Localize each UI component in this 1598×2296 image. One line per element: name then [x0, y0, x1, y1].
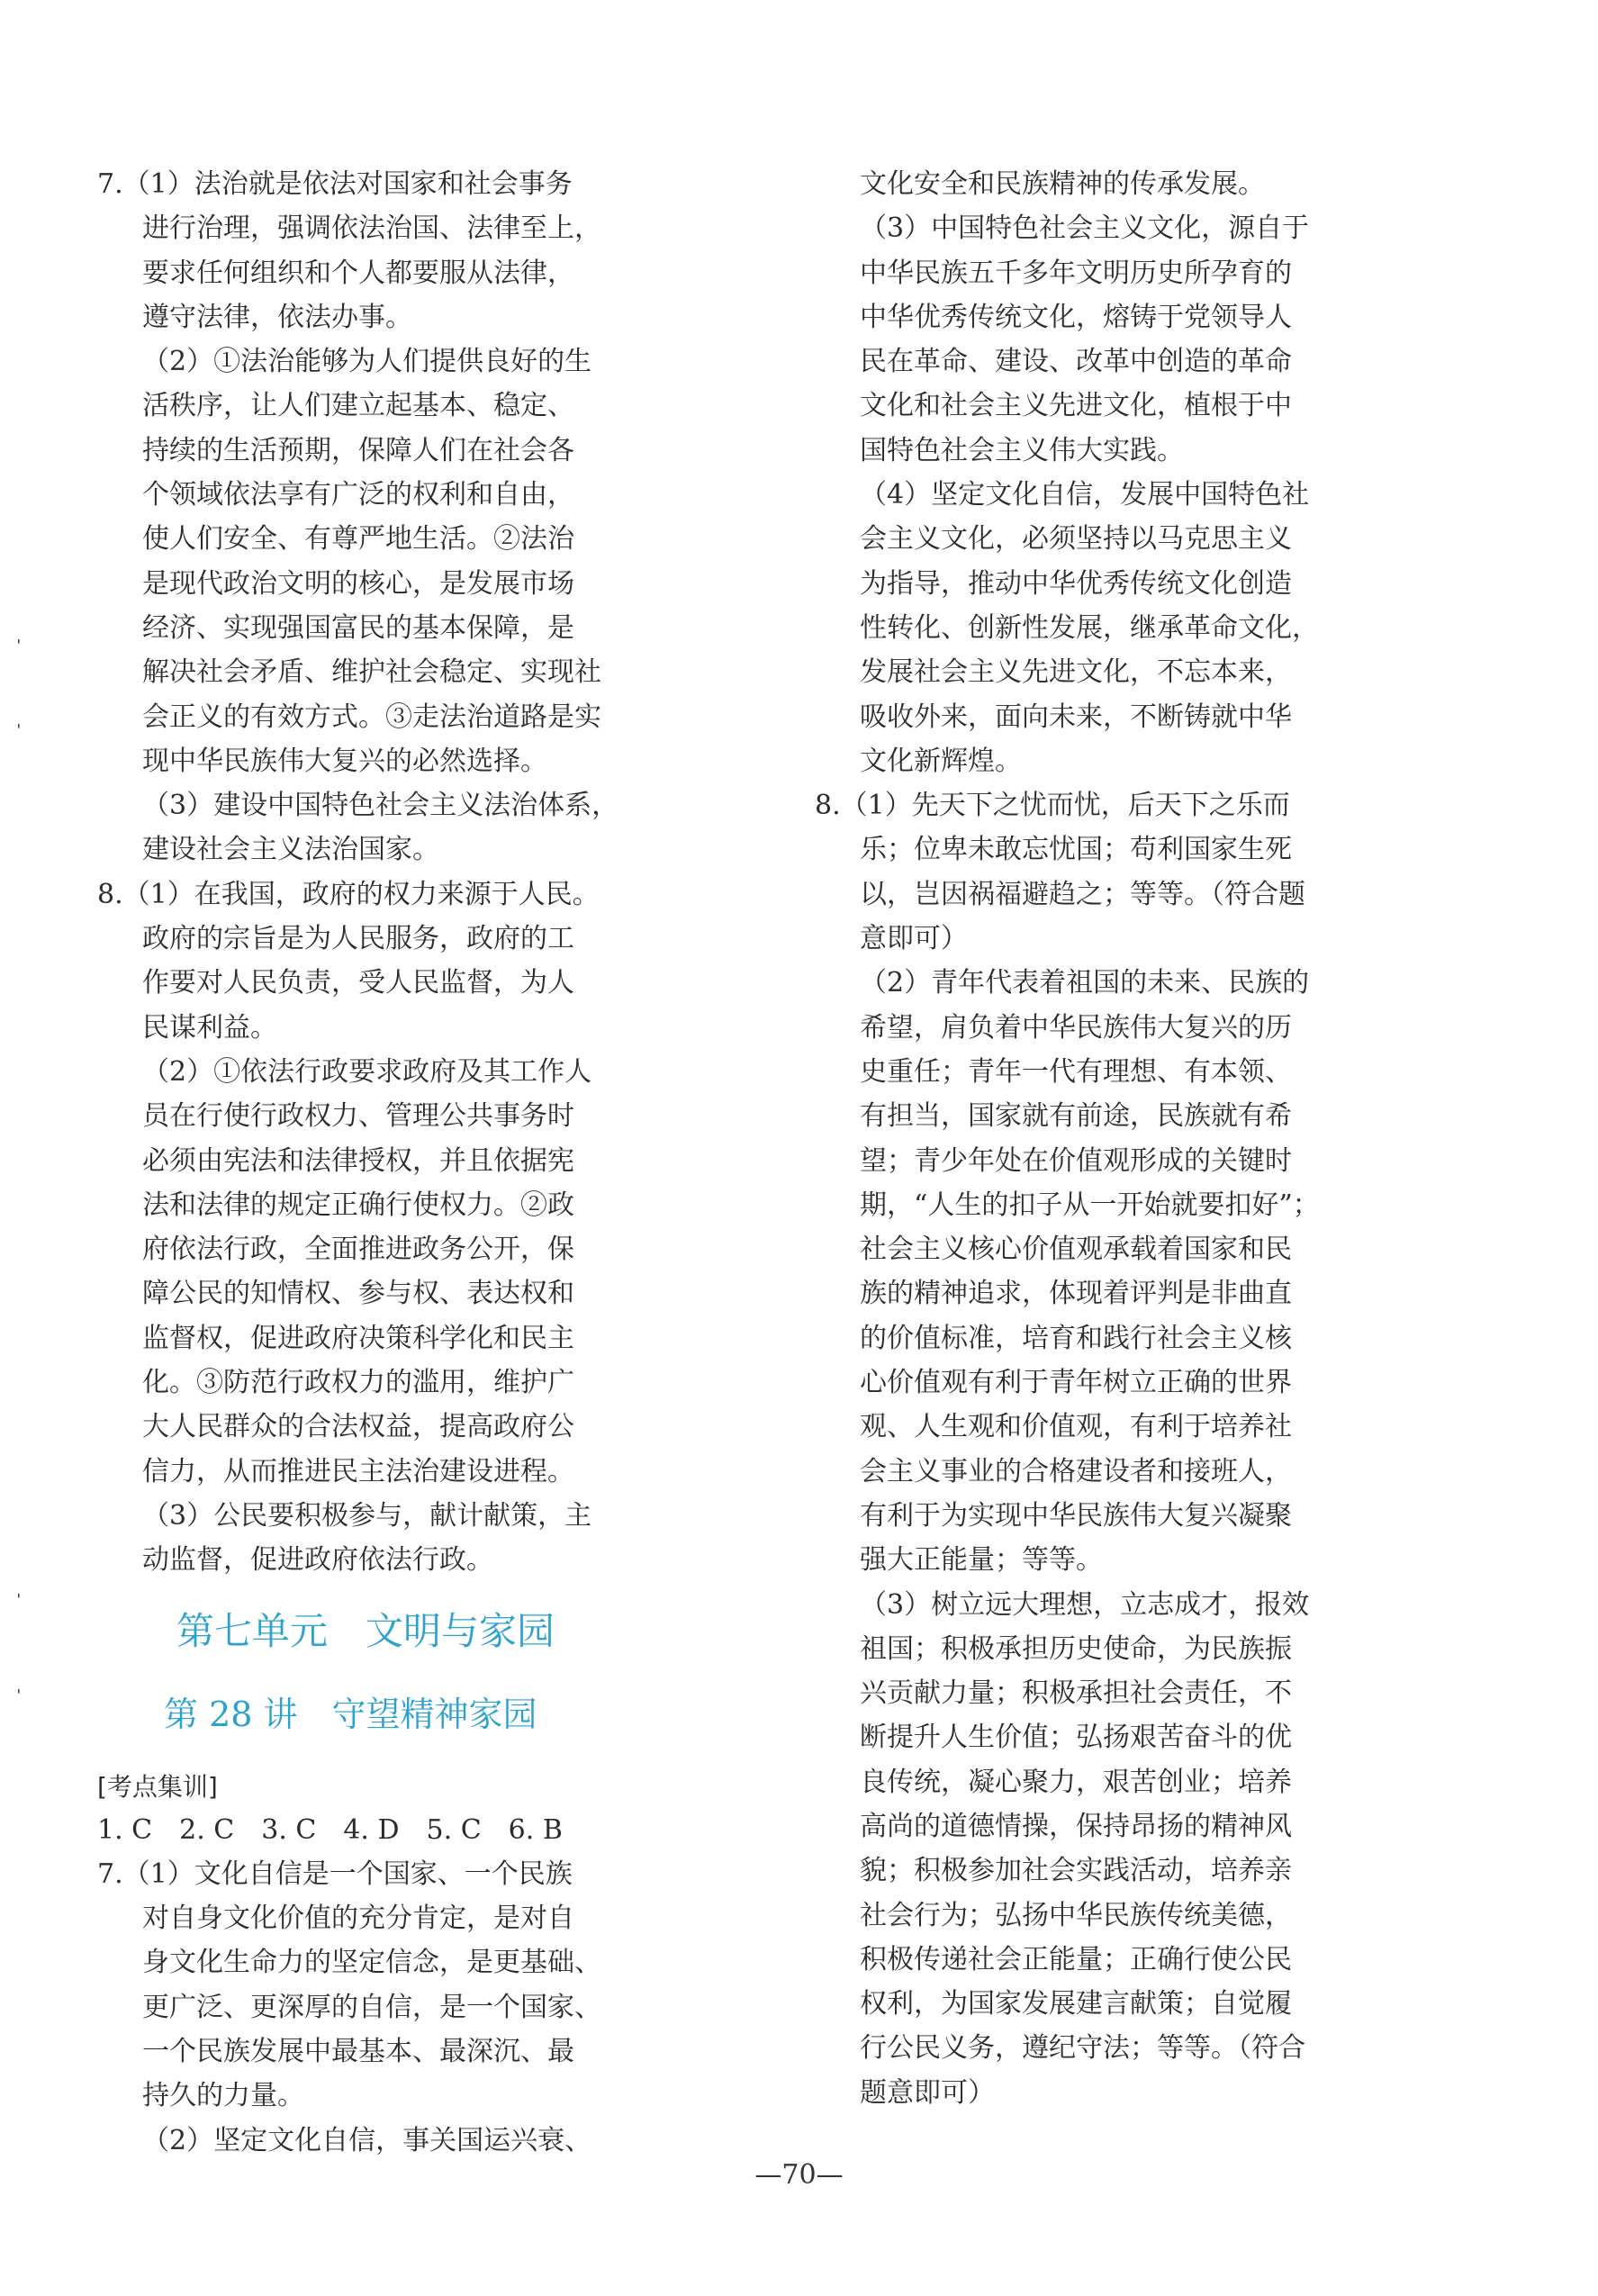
text-line: 是现代政治文明的核心，是发展市场 — [142, 567, 574, 600]
text-line: （3）建设中国特色社会主义法治体系， — [142, 790, 619, 822]
text-line: 意即可） — [860, 923, 968, 955]
q7b-part2-continued — [815, 162, 1377, 206]
text-line: 必须由宪法和法律授权，并且依据宪 — [142, 1144, 574, 1177]
text-line: 化。③防范行政权力的滥用，维护广 — [142, 1367, 574, 1399]
text-line: 员在行使行政权力、管理公共事务时 — [142, 1100, 574, 1133]
text-line: 性转化、创新性发展，继承革命文化， — [860, 611, 1319, 644]
text-line: （2）坚定文化自信，事关国运兴衰、 — [142, 2124, 592, 2156]
text-line: 解决社会矛盾、维护社会稳定、实现社 — [142, 656, 601, 689]
text-line: 现中华民族伟大复兴的必然选择。 — [142, 745, 547, 777]
text-line: 一个民族发展中最基本、最深沉、最 — [142, 2035, 574, 2067]
text-line: 大人民群众的合法权益，提高政府公 — [142, 1411, 574, 1443]
text-line: 文化和社会主义先进文化，植根于中 — [860, 390, 1292, 422]
text-line: 观、人生观和价值观，有利于培养社 — [860, 1411, 1292, 1443]
q7b-answer-block — [97, 1852, 664, 2163]
text-line: 为指导，推动中华优秀传统文化创造 — [860, 567, 1292, 600]
q7b-part4 — [815, 473, 1377, 783]
text-line: 动监督，促进政府依法行政。 — [142, 1544, 493, 1577]
text-line: 中华民族五千多年文明历史所孕育的 — [860, 257, 1292, 289]
text-line: 高尚的道德情操，保持昂扬的精神风 — [860, 1810, 1292, 1842]
margin-mark: ˈ — [16, 636, 22, 657]
text-line: 政府的宗旨是为人民服务，政府的工 — [142, 923, 574, 955]
margin-mark: ˈ — [16, 1590, 22, 1612]
text-line: 的价值标准，培育和践行社会主义核 — [860, 1322, 1292, 1354]
text-line: 身文化生命力的坚定信念，是更基础、 — [142, 1947, 601, 1979]
text-line: 会正义的有效方式。③走法治道路是实 — [142, 701, 601, 733]
left-column — [97, 162, 664, 2163]
text-line: 望；青少年处在价值观形成的关键时 — [860, 1144, 1292, 1177]
text-line: 中华优秀传统文化，熔铸于党领导人 — [860, 301, 1292, 333]
text-line: 期，“人生的扣子从一开始就要扣好”； — [860, 1189, 1320, 1221]
text-line: 题意即可） — [860, 2076, 995, 2109]
text-line: 强大正能量；等等。 — [860, 1544, 1103, 1577]
q7b-part1 — [97, 1852, 664, 2119]
text-line: （4）坚定文化自信，发展中国特色社 — [860, 479, 1310, 511]
q8b-part3 — [815, 1583, 1377, 2116]
text-line: 建设社会主义法治国家。 — [142, 834, 439, 866]
text-line: 貌；积极参加社会实践活动，培养亲 — [860, 1855, 1292, 1887]
q8-part1 — [97, 872, 664, 1050]
text-line: 会主义事业的合格建设者和接班人， — [860, 1455, 1292, 1487]
text-line: 族的精神追求，体现着评判是非曲直 — [860, 1278, 1292, 1310]
margin-mark: ˈ — [16, 720, 22, 742]
text-line: 有担当，国家就有前途，民族就有希 — [860, 1100, 1292, 1133]
text-line: 作要对人民负责，受人民监督，为人 — [142, 967, 574, 999]
text-line: 民在革命、建设、改革中创造的革命 — [860, 346, 1292, 378]
q8-answer-block — [97, 872, 664, 1583]
page-number: —70— — [754, 2159, 844, 2191]
text-line: （2）①依法行政要求政府及其工作人 — [142, 1055, 592, 1088]
text-line: 8.（1）在我国，政府的权力来源于人民。 — [97, 878, 600, 910]
text-line: 进行治理，强调依法治国、法律至上， — [142, 212, 601, 245]
text-line: （3）公民要积极参与，献计献策，主 — [142, 1499, 592, 1532]
q7-answer-block — [97, 162, 664, 872]
text-line: 文化安全和民族精神的传承发展。 — [860, 168, 1265, 200]
q8b-part2 — [815, 961, 1377, 1582]
text-line: 心价值观有利于青年树立正确的世界 — [860, 1367, 1292, 1399]
text-line: 以，岂因祸福避趋之；等等。（符合题 — [860, 878, 1305, 910]
text-line: 民谋利益。 — [142, 1011, 277, 1044]
text-line: 更广泛、更深厚的自信，是一个国家、 — [142, 1991, 601, 2023]
text-line: （2）①法治能够为人们提供良好的生 — [142, 346, 592, 378]
text-line: 监督权，促进政府决策科学化和民主 — [142, 1322, 574, 1354]
text-line: 对自身文化价值的充分肯定，是对自 — [142, 1903, 574, 1935]
text-line: 8.（1）先天下之忧而忧，后天下之乐而 — [815, 790, 1290, 822]
text-line: 法和法律的规定正确行使权力。②政 — [142, 1189, 574, 1221]
q8b-part1 — [815, 783, 1377, 961]
text-line: 个领域依法享有广泛的权利和自由， — [142, 479, 574, 511]
text-line: 7.（1）法治就是依法对国家和社会事务 — [97, 168, 573, 200]
text-line: 有利于为实现中华民族伟大复兴凝聚 — [860, 1499, 1292, 1532]
lecture-title: 第 28 讲 守望精神家园 — [164, 1694, 537, 1734]
text-line: 史重任；青年一代有理想、有本领、 — [860, 1055, 1292, 1088]
text-line: 府依法行政，全面推进政务公开，保 — [142, 1234, 574, 1266]
text-line: 要求任何组织和个人都要服从法律， — [142, 257, 574, 289]
unit-title: 第七单元 文明与家园 — [176, 1608, 555, 1653]
text-line: 持久的力量。 — [142, 2080, 304, 2112]
text-line: 吸收外来，面向未来，不断铸就中华 — [860, 701, 1292, 733]
text-line: 兴贡献力量；积极承担社会责任，不 — [860, 1677, 1292, 1710]
text-line: 行公民义务，遵纪守法；等等。（符合 — [860, 2032, 1305, 2065]
text-line: （3）树立远大理想，立志成才，报效 — [860, 1588, 1310, 1621]
text-line: 文化新辉煌。 — [860, 745, 1022, 777]
q7-part3 — [97, 783, 664, 872]
text-line: 良传统，凝心聚力，艰苦创业；培养 — [860, 1766, 1292, 1798]
text-line: 积极传递社会正能量；正确行使公民 — [860, 1943, 1292, 1975]
q7b-part2 — [97, 2119, 664, 2163]
q7-part1 — [97, 162, 664, 339]
text-line: 信力，从而推进民主法治建设进程。 — [142, 1455, 574, 1487]
text-line: 使人们安全、有尊严地生活。②法治 — [142, 523, 574, 556]
text-line: 遵守法律，依法办事。 — [142, 301, 412, 333]
q7b-part3 — [815, 206, 1377, 473]
q8-part3 — [97, 1494, 664, 1583]
text-line: 障公民的知情权、参与权、表达权和 — [142, 1278, 574, 1310]
text-line: 权利，为国家发展建言献策；自觉履 — [860, 1988, 1292, 2020]
text-line: 断提升人生价值；弘扬艰苦奋斗的优 — [860, 1722, 1292, 1754]
section-tag: [考点集训] — [97, 1771, 218, 1802]
text-line: 活秩序，让人们建立起基本、稳定、 — [142, 390, 574, 422]
text-line: 会主义文化，必须坚持以马克思主义 — [860, 523, 1292, 556]
right-column — [815, 162, 1377, 2115]
text-line: 乐；位卑未敢忘忧国；苟利国家生死 — [860, 834, 1292, 866]
text-line: （2）青年代表着祖国的未来、民族的 — [860, 967, 1310, 999]
text-line: 国特色社会主义伟大实践。 — [860, 434, 1184, 466]
text-line: 希望，肩负着中华民族伟大复兴的历 — [860, 1011, 1292, 1044]
margin-mark: ˈ — [16, 1686, 22, 1707]
text-line: 经济、实现强国富民的基本保障，是 — [142, 611, 574, 644]
text-line: 社会主义核心价值观承载着国家和民 — [860, 1234, 1292, 1266]
text-line: 7.（1）文化自信是一个国家、一个民族 — [97, 1858, 573, 1890]
text-line: （3）中国特色社会主义文化，源自于 — [860, 212, 1310, 245]
text-line: 发展社会主义先进文化，不忘本来， — [860, 656, 1292, 689]
multiple-choice-answers: 1. C 2. C 3. C 4. D 5. C 6. B — [97, 1813, 563, 1846]
q8-part2 — [97, 1050, 664, 1494]
q7-part2 — [97, 339, 664, 783]
text-line: 祖国；积极承担历史使命，为民族振 — [860, 1632, 1292, 1665]
text-line: 持续的生活预期，保障人们在社会各 — [142, 434, 574, 466]
text-line: 社会行为；弘扬中华民族传统美德， — [860, 1899, 1292, 1931]
